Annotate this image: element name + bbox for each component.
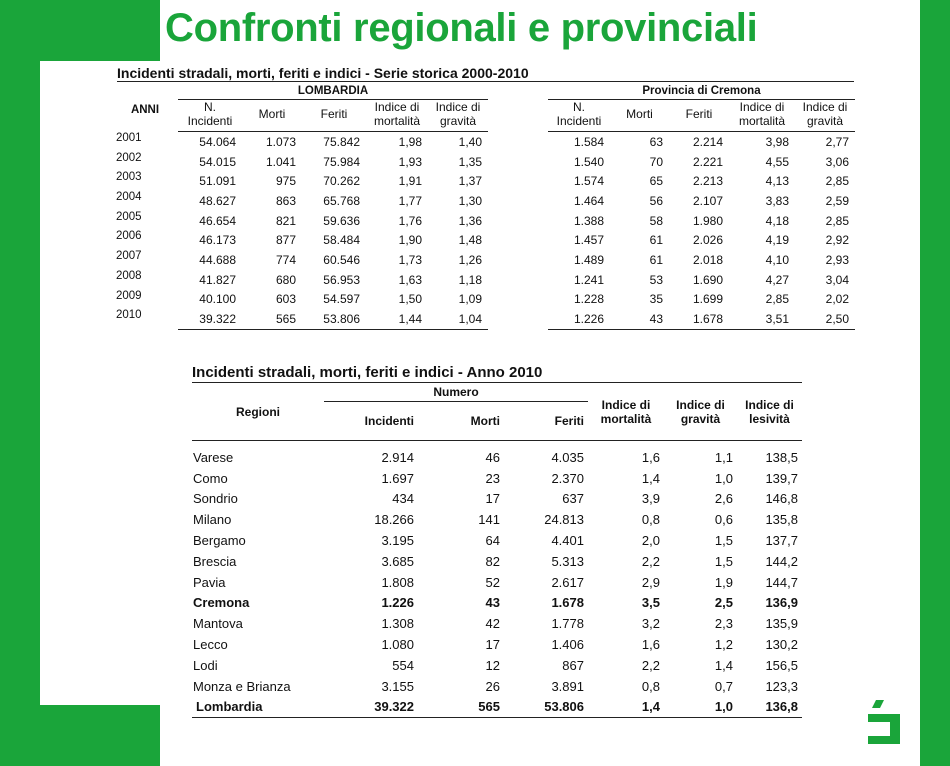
value-cell: 1,1 bbox=[714, 449, 733, 465]
value-cell: 1,2 bbox=[714, 637, 733, 653]
cremona-cell: 2,02 bbox=[825, 292, 849, 307]
lombardia-cell: 44.688 bbox=[199, 252, 236, 267]
value-cell: 2,2 bbox=[641, 553, 660, 569]
value-cell: 1.406 bbox=[551, 637, 584, 653]
cremona-cell: 4,18 bbox=[765, 213, 789, 228]
page-title: Confronti regionali e provinciali bbox=[165, 6, 758, 50]
value-cell: 2,6 bbox=[714, 491, 733, 507]
value-cell: 4.035 bbox=[551, 449, 584, 465]
table-row bbox=[112, 152, 855, 172]
value-cell: 17 bbox=[485, 637, 500, 653]
lombardia-cell: 1,50 bbox=[398, 292, 422, 307]
lombardia-cell: 51.091 bbox=[199, 174, 236, 189]
lombardia-cell: 48.627 bbox=[199, 193, 236, 208]
cremona-cell: 61 bbox=[649, 252, 663, 267]
lombardia-cell: 1,44 bbox=[366, 309, 428, 329]
table-row bbox=[192, 593, 802, 614]
value-cell: 554 bbox=[392, 657, 414, 673]
value-cell: 5.313 bbox=[551, 553, 584, 569]
col-header-feriti: Feriti bbox=[302, 100, 366, 132]
region-name: Cremona bbox=[193, 595, 250, 611]
lombardia-cell: 56.953 bbox=[323, 272, 360, 287]
lombardia-cell: 59.636 bbox=[323, 213, 360, 228]
region-name: Lombardia bbox=[192, 697, 324, 718]
table1-title: Incidenti stradali, morti, feriti e indici - Serie storica 2000-2010 bbox=[117, 65, 529, 81]
col-header-indice-mortalita: Indice di mortalità bbox=[588, 383, 664, 441]
col-header-numero: Numero bbox=[324, 383, 588, 402]
value-cell: 138,5 bbox=[765, 449, 798, 465]
table-row bbox=[112, 230, 855, 250]
table-row bbox=[192, 441, 802, 468]
lombardia-cell: 70.262 bbox=[323, 174, 360, 189]
region-name: Lodi bbox=[193, 657, 218, 673]
lombardia-cell: 1.073 bbox=[265, 134, 296, 149]
year-cell: 2007 bbox=[116, 250, 142, 263]
cremona-cell: 1.228 bbox=[573, 292, 604, 307]
value-cell: 23 bbox=[485, 470, 500, 486]
region-name: Varese bbox=[193, 449, 234, 465]
cremona-cell: 1.464 bbox=[573, 193, 604, 208]
value-cell: 0,8 bbox=[641, 678, 660, 694]
lombardia-cell: 565 bbox=[242, 309, 302, 329]
value-cell: 637 bbox=[562, 491, 584, 507]
cremona-cell: 70 bbox=[649, 154, 663, 169]
cremona-cell: 2.107 bbox=[692, 193, 723, 208]
col-header-incidenti: Incidenti bbox=[324, 402, 418, 441]
year-cell: 2002 bbox=[116, 151, 142, 164]
cremona-cell: 43 bbox=[610, 309, 669, 329]
cremona-cell: 2,92 bbox=[825, 233, 849, 248]
value-cell: 64 bbox=[485, 533, 500, 549]
lombardia-cell: 46.173 bbox=[199, 233, 236, 248]
lombardia-cell: 603 bbox=[275, 292, 296, 307]
cremona-cell: 1.980 bbox=[692, 213, 723, 228]
table-row bbox=[112, 309, 855, 329]
cremona-cell: 2.026 bbox=[692, 233, 723, 248]
cremona-cell: 2,85 bbox=[825, 174, 849, 189]
lombardia-cell: 1,91 bbox=[398, 174, 422, 189]
value-cell: 1,4 bbox=[588, 697, 664, 718]
cremona-cell: 1.489 bbox=[573, 252, 604, 267]
value-cell: 46 bbox=[485, 449, 500, 465]
value-cell: 1,6 bbox=[641, 637, 660, 653]
value-cell: 82 bbox=[485, 553, 500, 569]
cremona-cell: 3,04 bbox=[825, 272, 849, 287]
value-cell: 130,2 bbox=[765, 637, 798, 653]
value-cell: 43 bbox=[485, 595, 500, 611]
value-cell: 1,0 bbox=[714, 470, 733, 486]
cremona-cell: 61 bbox=[649, 233, 663, 248]
green-bar-left bbox=[0, 0, 40, 766]
cremona-cell: 1.540 bbox=[573, 154, 604, 169]
year-cell: 2006 bbox=[116, 230, 142, 243]
value-cell: 141 bbox=[478, 512, 500, 528]
cremona-cell: 3,83 bbox=[765, 193, 789, 208]
region-name: Lecco bbox=[193, 637, 228, 653]
table-row bbox=[192, 613, 802, 634]
year-cell: 2004 bbox=[116, 191, 142, 204]
lombardia-cell: 1,73 bbox=[398, 252, 422, 267]
value-cell: 2.370 bbox=[551, 470, 584, 486]
lombardia-cell: 75.842 bbox=[323, 134, 360, 149]
cremona-cell: 1.574 bbox=[573, 174, 604, 189]
value-cell: 4.401 bbox=[551, 533, 584, 549]
lombardia-cell: 1,09 bbox=[458, 292, 482, 307]
cremona-cell: 4,27 bbox=[765, 272, 789, 287]
region-name: Monza e Brianza bbox=[193, 678, 291, 694]
value-cell: 867 bbox=[562, 657, 584, 673]
value-cell: 2,2 bbox=[641, 657, 660, 673]
value-cell: 1,4 bbox=[641, 470, 660, 486]
value-cell: 1,4 bbox=[714, 657, 733, 673]
lombardia-cell: 863 bbox=[275, 193, 296, 208]
value-cell: 0,6 bbox=[714, 512, 733, 528]
value-cell: 3.685 bbox=[381, 553, 414, 569]
cremona-cell: 56 bbox=[649, 193, 663, 208]
cremona-cell: 63 bbox=[649, 134, 663, 149]
lombardia-cell: 1,37 bbox=[458, 174, 482, 189]
value-cell: 137,7 bbox=[765, 533, 798, 549]
col-header-indice-gravita: Indice di gravità bbox=[664, 383, 737, 441]
lombardia-cell: 65.768 bbox=[323, 193, 360, 208]
cremona-cell: 1.241 bbox=[573, 272, 604, 287]
col-header-indice-gravita: Indice di gravità bbox=[795, 100, 855, 132]
cremona-cell: 2.213 bbox=[692, 174, 723, 189]
cremona-cell: 1.457 bbox=[573, 233, 604, 248]
col-header-incidenti: N. Incidenti bbox=[178, 100, 242, 132]
col-header-morti: Morti bbox=[242, 100, 302, 132]
green-bar-right bbox=[920, 0, 950, 766]
lombardia-cell: 1,48 bbox=[458, 233, 482, 248]
col-header-feriti: Feriti bbox=[504, 402, 588, 441]
cremona-cell: 2.214 bbox=[692, 134, 723, 149]
value-cell: 1.080 bbox=[381, 637, 414, 653]
value-cell: 139,7 bbox=[765, 470, 798, 486]
green-bar-bottom-left bbox=[0, 705, 160, 766]
value-cell: 3,9 bbox=[641, 491, 660, 507]
value-cell: 2.914 bbox=[381, 449, 414, 465]
lombardia-cell: 1,93 bbox=[398, 154, 422, 169]
cremona-cell: 58 bbox=[649, 213, 663, 228]
value-cell: 144,7 bbox=[765, 574, 798, 590]
lombardia-cell: 1,30 bbox=[458, 193, 482, 208]
value-cell: 123,3 bbox=[765, 678, 798, 694]
table-row bbox=[112, 270, 855, 290]
value-cell: 1,6 bbox=[641, 449, 660, 465]
col-header-morti: Morti bbox=[610, 100, 669, 132]
table-row bbox=[192, 572, 802, 593]
value-cell: 565 bbox=[418, 697, 504, 718]
value-cell: 3.891 bbox=[551, 678, 584, 694]
lombardia-cell: 60.546 bbox=[323, 252, 360, 267]
cremona-cell: 1.584 bbox=[573, 134, 604, 149]
cremona-cell: 4,55 bbox=[765, 154, 789, 169]
lombardia-cell: 39.322 bbox=[178, 309, 242, 329]
value-cell: 1,9 bbox=[714, 574, 733, 590]
year-cell: 2008 bbox=[116, 269, 142, 282]
region-name: Sondrio bbox=[193, 491, 238, 507]
value-cell: 3,2 bbox=[641, 616, 660, 632]
table-row bbox=[192, 676, 802, 697]
lombardia-cell: 40.100 bbox=[199, 292, 236, 307]
lombardia-cell: 54.015 bbox=[199, 154, 236, 169]
lombardia-cell: 1.041 bbox=[265, 154, 296, 169]
table-row bbox=[192, 509, 802, 530]
lombardia-cell: 1,77 bbox=[398, 193, 422, 208]
lombardia-cell: 1,90 bbox=[398, 233, 422, 248]
lombardia-cell: 1,26 bbox=[458, 252, 482, 267]
col-header-indice-mortalita: Indice di mortalità bbox=[366, 100, 428, 132]
lombardia-cell: 1,40 bbox=[458, 134, 482, 149]
table2-title: Incidenti stradali, morti, feriti e indici - Anno 2010 bbox=[192, 364, 543, 381]
lombardia-cell: 58.484 bbox=[323, 233, 360, 248]
col-header-indice-lesivita: Indice di lesività bbox=[737, 383, 802, 441]
cremona-cell: 1.678 bbox=[669, 309, 729, 329]
region-name: Pavia bbox=[193, 574, 226, 590]
value-cell: 42 bbox=[485, 616, 500, 632]
year-cell: 2005 bbox=[116, 210, 142, 223]
cremona-cell: 65 bbox=[649, 174, 663, 189]
col-header-morti: Morti bbox=[418, 402, 504, 441]
value-cell: 146,8 bbox=[765, 491, 798, 507]
table-row bbox=[192, 655, 802, 676]
value-cell: 53.806 bbox=[504, 697, 588, 718]
value-cell: 434 bbox=[392, 491, 414, 507]
cremona-cell: 3,06 bbox=[825, 154, 849, 169]
value-cell: 156,5 bbox=[765, 657, 798, 673]
cremona-cell: 3,98 bbox=[765, 134, 789, 149]
value-cell: 0,7 bbox=[714, 678, 733, 694]
cremona-cell: 1.226 bbox=[548, 309, 610, 329]
col-header-incidenti: N. Incidenti bbox=[548, 100, 610, 132]
value-cell: 2,3 bbox=[714, 616, 733, 632]
logo-icon bbox=[866, 698, 902, 748]
cremona-cell: 2.018 bbox=[692, 252, 723, 267]
value-cell: 0,8 bbox=[641, 512, 660, 528]
lombardia-cell: 1,76 bbox=[398, 213, 422, 228]
lombardia-cell: 1,04 bbox=[428, 309, 488, 329]
lombardia-cell: 975 bbox=[275, 174, 296, 189]
lombardia-cell: 53.806 bbox=[302, 309, 366, 329]
table-row bbox=[192, 530, 802, 551]
region-name: Como bbox=[193, 470, 228, 486]
table-row bbox=[192, 551, 802, 572]
col-header-feriti: Feriti bbox=[669, 100, 729, 132]
value-cell: 2,5 bbox=[714, 595, 733, 611]
lombardia-cell: 1,36 bbox=[458, 213, 482, 228]
region-name: Bergamo bbox=[193, 533, 246, 549]
value-cell: 39.322 bbox=[324, 697, 418, 718]
cremona-cell: 4,13 bbox=[765, 174, 789, 189]
value-cell: 1,5 bbox=[714, 553, 733, 569]
cremona-cell: 1.388 bbox=[573, 213, 604, 228]
year-cell: 2010 bbox=[116, 309, 142, 322]
table1 bbox=[112, 83, 855, 330]
region-name: Milano bbox=[193, 512, 232, 528]
col-header-indice-gravita: Indice di gravità bbox=[428, 100, 488, 132]
green-bar-top-left bbox=[0, 0, 160, 61]
value-cell: 1.308 bbox=[381, 616, 414, 632]
lombardia-cell: 54.597 bbox=[323, 292, 360, 307]
value-cell: 3.155 bbox=[381, 678, 414, 694]
region-name: Mantova bbox=[193, 616, 243, 632]
cremona-cell: 35 bbox=[649, 292, 663, 307]
value-cell: 26 bbox=[485, 678, 500, 694]
cremona-cell: 2.221 bbox=[692, 154, 723, 169]
year-cell: 2009 bbox=[116, 289, 142, 302]
value-cell: 24.813 bbox=[544, 512, 584, 528]
value-cell: 18.266 bbox=[374, 512, 414, 528]
cremona-cell: 2,85 bbox=[825, 213, 849, 228]
table2 bbox=[192, 383, 802, 718]
table-row bbox=[112, 171, 855, 191]
cremona-cell: 4,19 bbox=[765, 233, 789, 248]
value-cell: 1.678 bbox=[551, 595, 584, 611]
lombardia-cell: 774 bbox=[275, 252, 296, 267]
value-cell: 17 bbox=[485, 491, 500, 507]
col-header-regioni: Regioni bbox=[192, 383, 324, 441]
lombardia-cell: 46.654 bbox=[199, 213, 236, 228]
lombardia-cell: 1,35 bbox=[458, 154, 482, 169]
value-cell: 1.808 bbox=[381, 574, 414, 590]
table-row bbox=[192, 489, 802, 510]
lombardia-cell: 41.827 bbox=[199, 272, 236, 287]
lombardia-cell: 877 bbox=[275, 233, 296, 248]
region-name: Brescia bbox=[193, 553, 237, 569]
cremona-group-header: Provincia di Cremona bbox=[548, 83, 855, 100]
year-cell: 2001 bbox=[116, 131, 142, 144]
value-cell: 136,9 bbox=[765, 595, 798, 611]
table-row bbox=[112, 191, 855, 211]
lombardia-cell: 821 bbox=[275, 213, 296, 228]
lombardia-cell: 1,63 bbox=[398, 272, 422, 287]
table-row bbox=[112, 211, 855, 231]
cremona-cell: 2,85 bbox=[765, 292, 789, 307]
value-cell: 3.195 bbox=[381, 533, 414, 549]
table-row bbox=[112, 250, 855, 270]
lombardia-group-header: LOMBARDIA bbox=[178, 83, 488, 100]
value-cell: 3,5 bbox=[641, 595, 660, 611]
value-cell: 1,0 bbox=[664, 697, 737, 718]
cremona-cell: 2,59 bbox=[825, 193, 849, 208]
cremona-cell: 4,10 bbox=[765, 252, 789, 267]
years-header: ANNI bbox=[130, 103, 160, 116]
table-row bbox=[192, 634, 802, 655]
cremona-cell: 3,51 bbox=[729, 309, 795, 329]
cremona-cell: 2,93 bbox=[825, 252, 849, 267]
cremona-cell: 2,77 bbox=[825, 134, 849, 149]
value-cell: 12 bbox=[485, 657, 500, 673]
value-cell: 1.697 bbox=[381, 470, 414, 486]
value-cell: 2,9 bbox=[641, 574, 660, 590]
value-cell: 52 bbox=[485, 574, 500, 590]
table-row bbox=[192, 697, 802, 718]
value-cell: 135,8 bbox=[765, 512, 798, 528]
table-row bbox=[112, 132, 855, 152]
lombardia-cell: 1,98 bbox=[398, 134, 422, 149]
value-cell: 1,5 bbox=[714, 533, 733, 549]
lombardia-cell: 54.064 bbox=[199, 134, 236, 149]
value-cell: 144,2 bbox=[765, 553, 798, 569]
value-cell: 136,8 bbox=[737, 697, 802, 718]
cremona-cell: 53 bbox=[649, 272, 663, 287]
table-row bbox=[112, 290, 855, 310]
value-cell: 135,9 bbox=[765, 616, 798, 632]
lombardia-cell: 1,18 bbox=[458, 272, 482, 287]
cremona-cell: 2,50 bbox=[795, 309, 855, 329]
col-header-indice-mortalita: Indice di mortalità bbox=[729, 100, 795, 132]
table1-top-rule bbox=[117, 81, 854, 82]
value-cell: 1.226 bbox=[381, 595, 414, 611]
value-cell: 2,0 bbox=[641, 533, 660, 549]
cremona-cell: 1.690 bbox=[692, 272, 723, 287]
table-row bbox=[192, 468, 802, 489]
year-cell: 2003 bbox=[116, 171, 142, 184]
value-cell: 2.617 bbox=[551, 574, 584, 590]
value-cell: 1.778 bbox=[551, 616, 584, 632]
lombardia-cell: 75.984 bbox=[323, 154, 360, 169]
cremona-cell: 1.699 bbox=[692, 292, 723, 307]
lombardia-cell: 680 bbox=[275, 272, 296, 287]
